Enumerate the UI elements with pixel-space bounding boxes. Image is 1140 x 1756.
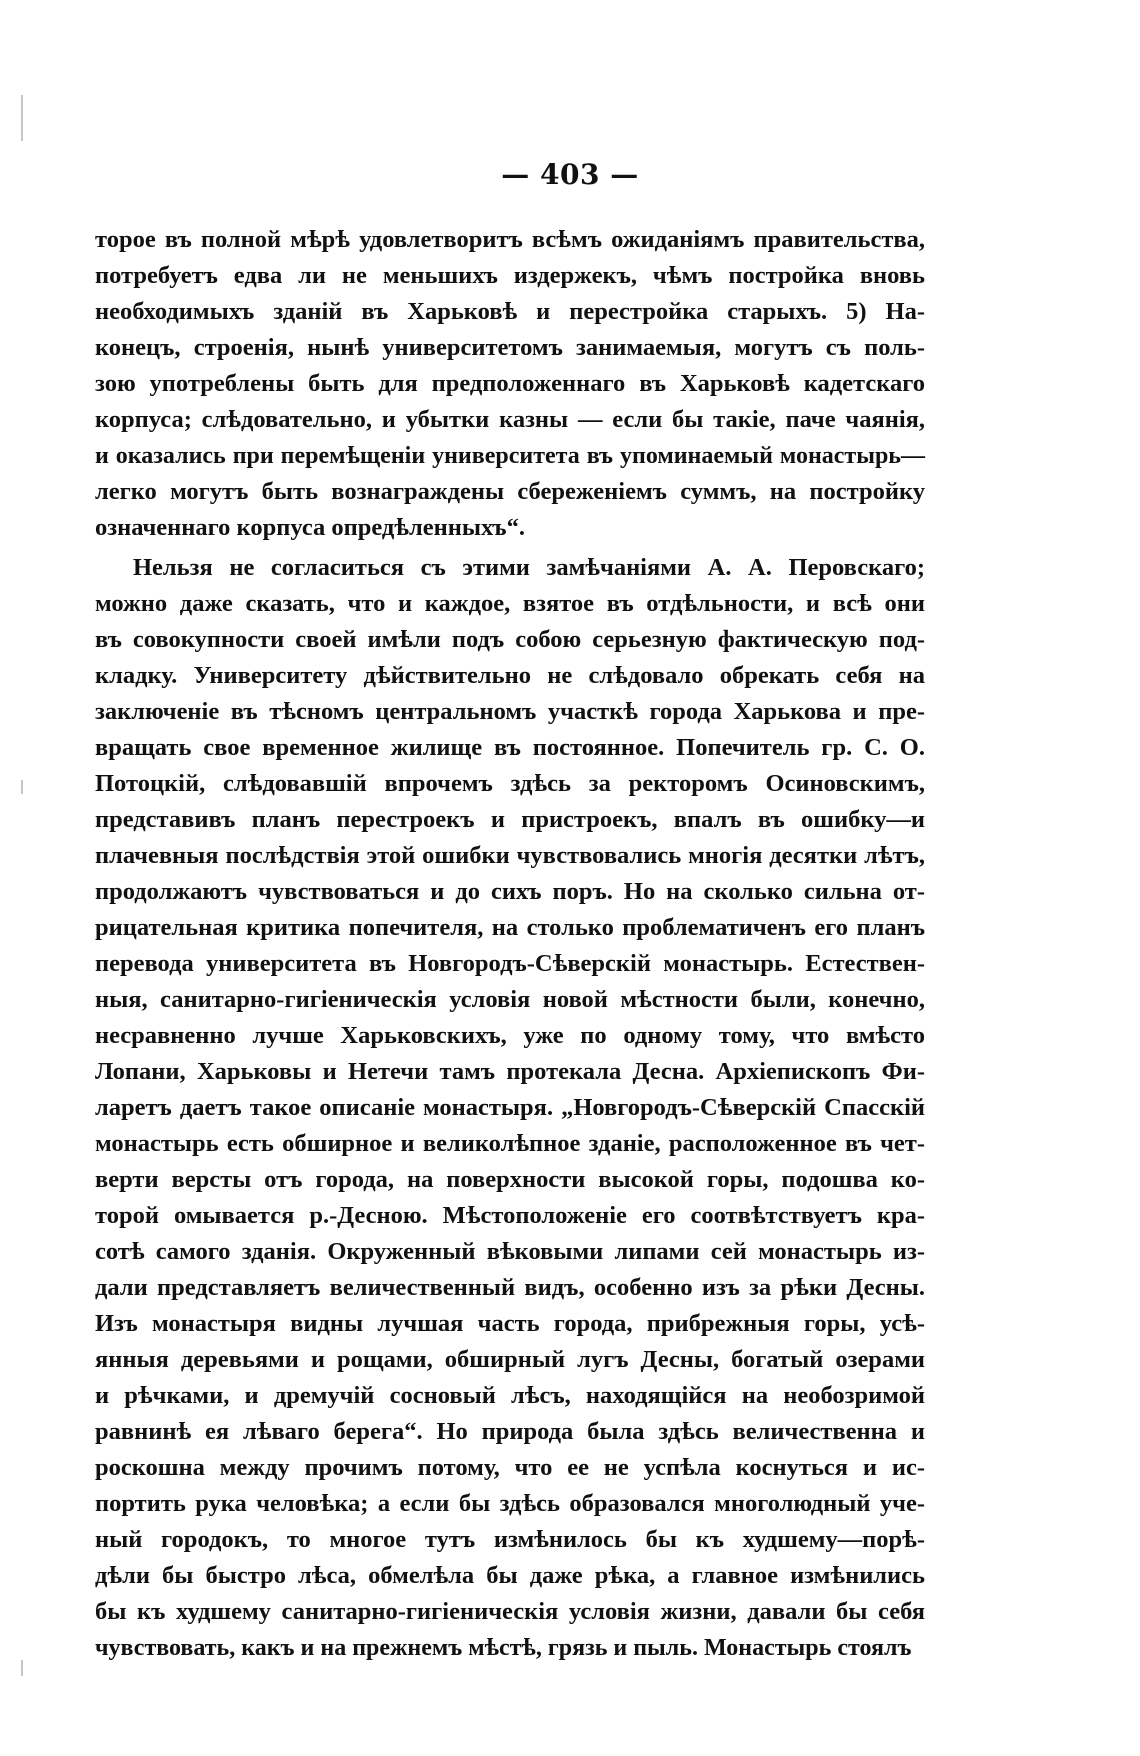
text-line: легко могутъ быть вознаграждены сбереженіемъ суммъ, на постройку	[95, 478, 925, 505]
paragraph	[95, 550, 925, 1666]
text-line: торое въ полной мѣрѣ удовлетворитъ всѣмъ ожиданіямъ правительства,	[95, 226, 925, 253]
text-line: дѣли бы быстро лѣса, обмелѣла бы даже рѣка, а главное измѣнились	[95, 1562, 925, 1589]
scan-margin-mark	[21, 95, 23, 141]
text-line: роскошна между прочимъ потому, что ее не успѣла коснуться и ис-	[95, 1454, 925, 1481]
text-line: ный городокъ, то многое тутъ измѣнилось бы къ худшему—порѣ-	[95, 1526, 925, 1553]
text-line: торой омывается р.-Десною. Мѣстоположеніе его соотвѣтствуетъ кра-	[95, 1202, 925, 1229]
text-line: конецъ, строенія, нынѣ университетомъ занимаемыя, могутъ съ поль-	[95, 334, 925, 361]
text-line: Потоцкій, слѣдовавшій впрочемъ здѣсь за ректоромъ Осиновскимъ,	[95, 770, 925, 797]
text-line: несравненно лучше Харьковскихъ, уже по одному тому, что вмѣсто	[95, 1022, 925, 1049]
text-line: и оказались при перемѣщеніи университета въ упоминаемый монастырь—	[95, 443, 925, 469]
text-line: янныя деревьями и рощами, обширный лугъ Десны, богатый озерами	[95, 1346, 925, 1373]
text-line: зою употреблены быть для предположеннаго въ Харьковѣ кадетскаго	[95, 370, 925, 397]
scan-margin-mark	[21, 1660, 23, 1676]
text-line: чувствовать, какъ и на прежнемъ мѣстѣ, грязь и пыль. Монастырь стоялъ	[95, 1635, 912, 1661]
scan-margin-mark	[21, 780, 23, 794]
text-line: ларетъ даетъ такое описаніе монастыря. „Новгородъ-Сѣверскій Спасскій	[95, 1094, 925, 1121]
text-line: перевода университета въ Новгородъ-Сѣверскій монастырь. Естествен-	[95, 950, 925, 977]
text-line: рицательная критика попечителя, на столько проблематиченъ его планъ	[95, 914, 925, 941]
text-line: можно даже сказать, что и каждое, взятое въ отдѣльности, и всѣ они	[95, 590, 925, 617]
text-line: монастырь есть обширное и великолѣпное зданіе, расположенное въ чет-	[95, 1130, 925, 1157]
text-line: потребуетъ едва ли не меньшихъ издержекъ, чѣмъ постройка вновь	[95, 262, 925, 289]
text-line: плачевныя послѣдствія этой ошибки чувствовались многія десятки лѣтъ,	[95, 842, 925, 869]
text-line: кладку. Университету дѣйствительно не слѣдовало обрекать себя на	[95, 662, 925, 689]
text-line: Изъ монастыря видны лучшая часть города, прибрежныя горы, усѣ-	[95, 1310, 925, 1337]
text-line: въ совокупности своей имѣли подъ собою серьезную фактическую под-	[95, 626, 925, 653]
text-line: представивъ планъ перестроекъ и пристроекъ, впалъ въ ошибку—и	[95, 806, 925, 833]
text-line: заключеніе въ тѣсномъ центральномъ участкѣ города Харькова и пре-	[95, 698, 925, 725]
text-line: бы къ худшему санитарно-гигіеническія условія жизни, давали бы себя	[95, 1598, 925, 1625]
page-number: — 403 —	[501, 158, 639, 191]
text-line: сотѣ самого зданія. Окруженный вѣковыми липами сей монастырь из-	[95, 1238, 925, 1265]
text-line: верти версты отъ города, на поверхности высокой горы, подошва ко-	[95, 1166, 925, 1193]
text-line: Нельзя не согласиться съ этими замѣчаніями А. А. Перовскаго;	[133, 554, 925, 581]
text-line: Лопани, Харьковы и Нетечи тамъ протекала Десна. Архіепископъ Фи-	[95, 1058, 925, 1085]
text-line: необходимыхъ зданій въ Харьковѣ и перестройка старыхъ. 5) На-	[95, 298, 925, 325]
text-line: дали представляетъ величественный видъ, особенно изъ за рѣки Десны.	[95, 1274, 925, 1301]
paragraph	[95, 222, 925, 546]
text-line: вращать свое временное жилище въ постоянное. Попечитель гр. С. О.	[95, 734, 925, 761]
text-line: продолжаютъ чувствоваться и до сихъ поръ. Но на сколько сильна от-	[95, 878, 925, 905]
text-line: и рѣчками, и дремучій сосновый лѣсъ, находящійся на необозримой	[95, 1382, 925, 1409]
text-line: равнинѣ ея лѣваго берега“. Но природа была здѣсь величественна и	[95, 1418, 925, 1445]
text-line: ныя, санитарно-гигіеническія условія новой мѣстности были, конечно,	[95, 986, 925, 1013]
body-text	[95, 222, 925, 1666]
text-line: означеннаго корпуса опредѣленныхъ“.	[95, 514, 525, 541]
text-line: портить рука человѣка; а если бы здѣсь образовался многолюдный уче-	[95, 1490, 925, 1517]
text-line: корпуса; слѣдовательно, и убытки казны — если бы такіе, паче чаянія,	[95, 406, 925, 433]
